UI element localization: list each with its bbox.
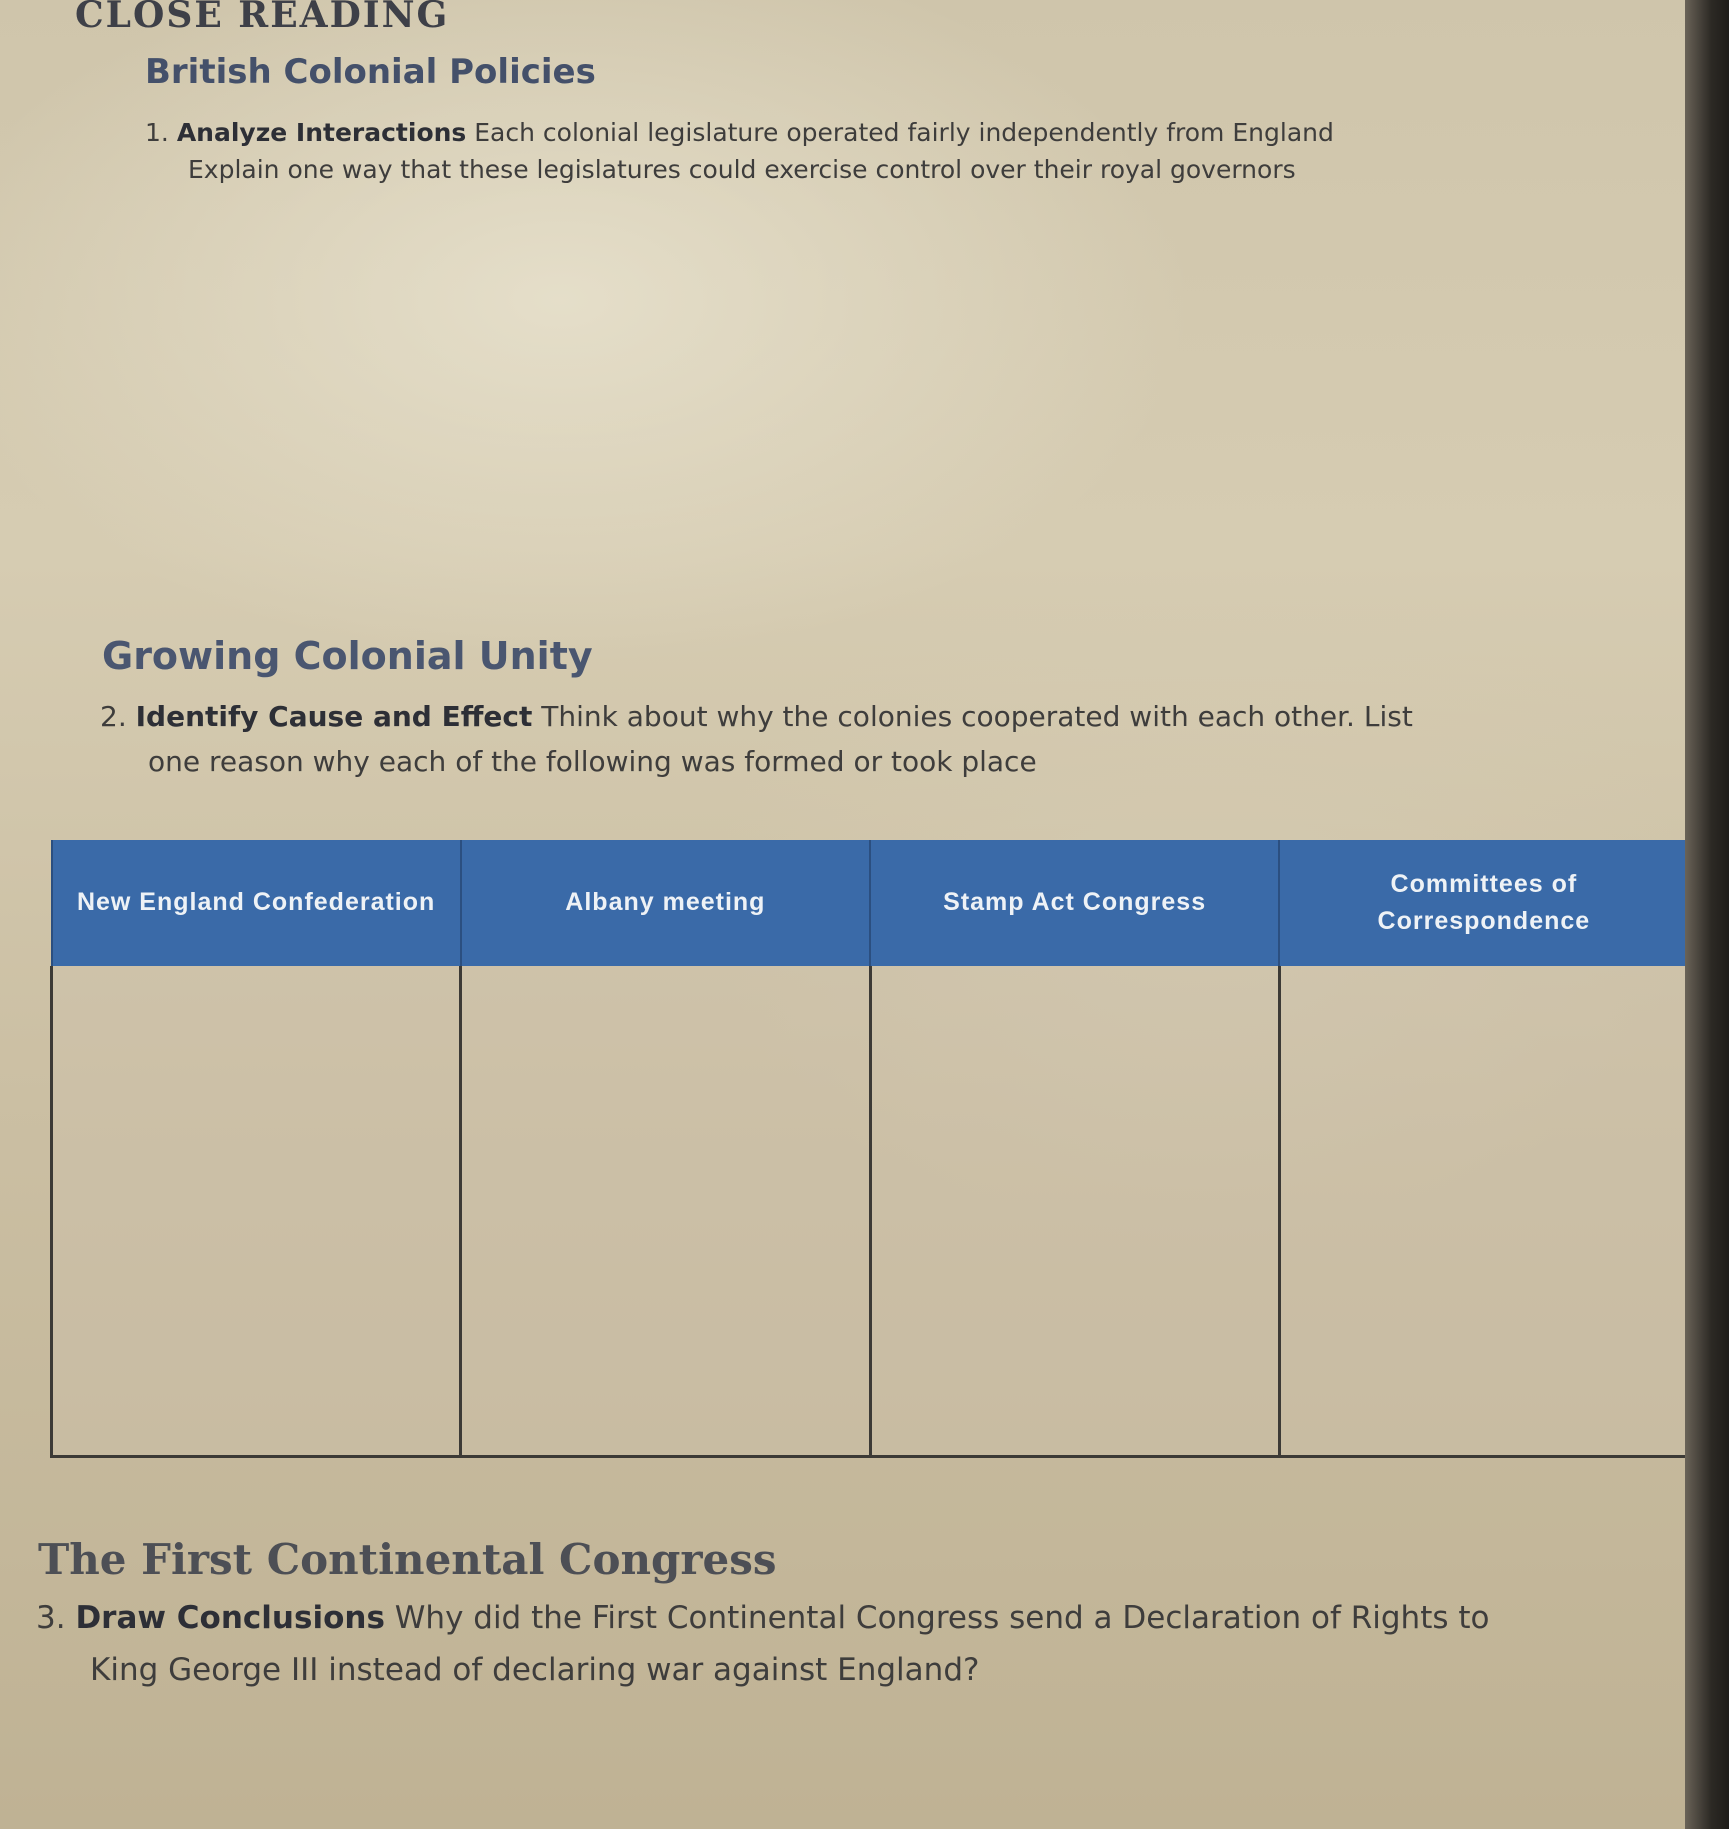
question-text: Think about why the colonies cooperated with each other. List [541,700,1413,733]
section-title-growing-colonial-unity: Growing Colonial Unity [102,634,593,678]
question-number: 2. [100,700,127,733]
column-header-new-england-confederation: New England Confederation [52,840,461,966]
question-number: 3. [36,1600,66,1636]
answer-cell-new-england-confederation[interactable] [52,966,461,1457]
column-header-committees-of-correspondence: Committees of Correspondence [1279,840,1688,966]
column-header-albany-meeting: Albany meeting [461,840,870,966]
cause-effect-table [50,840,1690,1458]
question-1-line-1 [145,118,1334,147]
column-header-stamp-act-congress: Stamp Act Congress [870,840,1279,966]
table-row [52,966,1689,1457]
question-skill: Identify Cause and Effect [135,700,533,733]
section-title-first-continental-congress: The First Continental Congress [38,1535,777,1584]
answer-cell-stamp-act-congress[interactable] [870,966,1279,1457]
question-3-line-1 [36,1600,1489,1636]
question-text: Why did the First Continental Congress send a Declaration of Rights to [394,1600,1490,1636]
close-reading-label: CLOSE READING [75,0,450,36]
question-3-line-2: King George III instead of declaring war against England? [90,1652,980,1688]
question-number: 1. [145,118,169,147]
section-title-british-colonial-policies: British Colonial Policies [145,52,596,92]
question-skill: Analyze Interactions [176,118,467,147]
question-2-line-2: one reason why each of the following was formed or took place [148,745,1037,778]
answer-cell-committees-of-correspondence[interactable] [1279,966,1688,1457]
question-2-line-1 [100,700,1413,733]
question-text: Each colonial legislature operated fairly independently from England [474,118,1334,147]
answer-cell-albany-meeting[interactable] [461,966,870,1457]
page-edge-shadow [1685,0,1729,1829]
table-header-row [52,840,1689,966]
question-skill: Draw Conclusions [75,1600,385,1636]
question-1-line-2: Explain one way that these legislatures could exercise control over their royal governors [188,155,1296,184]
